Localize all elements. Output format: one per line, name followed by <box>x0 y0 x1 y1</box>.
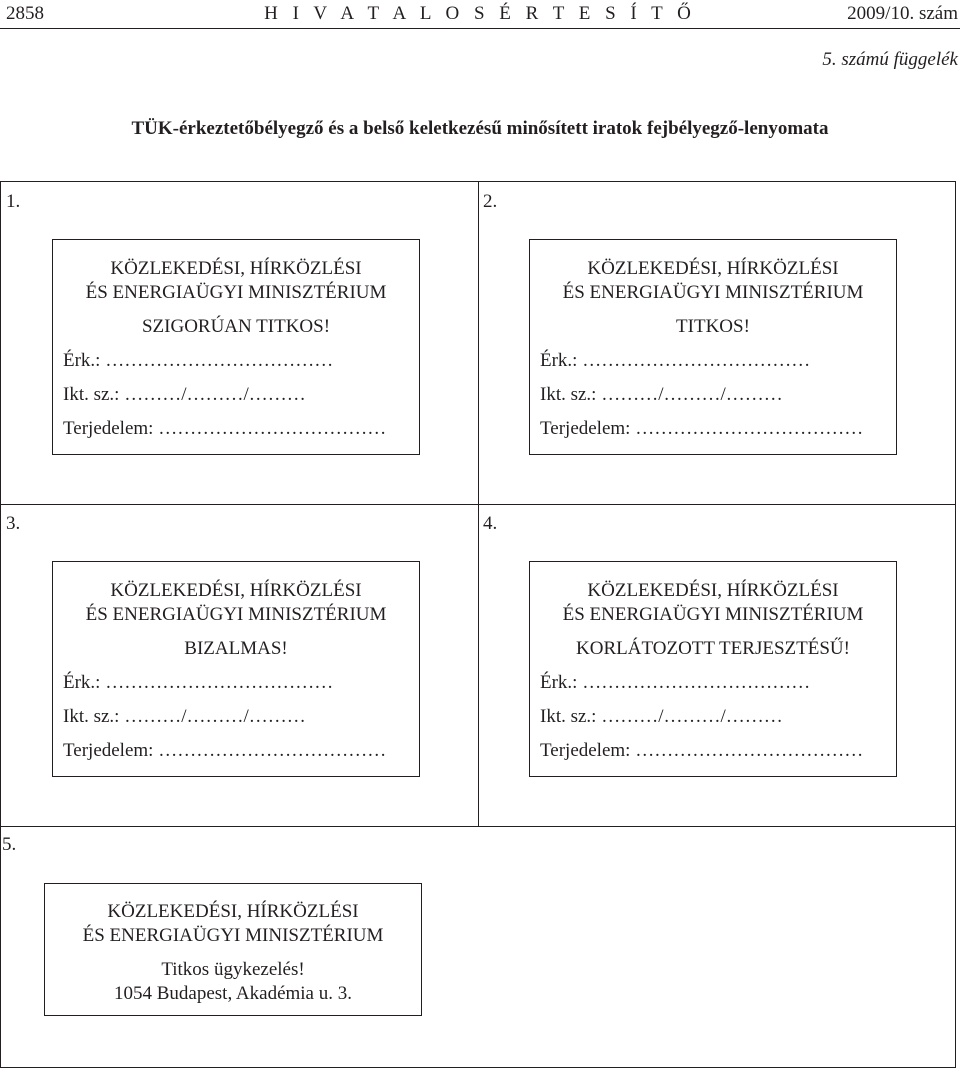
header-rule <box>0 28 960 29</box>
stamp-1-ministry-line-1: KÖZLEKEDÉSI, HÍRKÖZLÉSI <box>110 258 362 279</box>
stamp-5-secret-registry: Titkos ügykezelés! <box>161 959 305 980</box>
stamp-2 <box>529 239 897 455</box>
stamp-2-ministry-line-1: KÖZLEKEDÉSI, HÍRKÖZLÉSI <box>587 258 839 279</box>
publication-title: H I V A T A L O S É R T E S Í T Ő <box>264 3 696 24</box>
stamp-4-ikt-field: Ikt. sz.: ………/………/……… <box>540 706 783 727</box>
grid-divider-row-2 <box>1 826 955 827</box>
stamp-3-number: 3. <box>6 513 21 534</box>
stamp-1-number: 1. <box>6 191 21 212</box>
stamp-5-ministry-line-2: ÉS ENERGIAÜGYI MINISZTÉRIUM <box>82 925 384 946</box>
stamp-3-erk-field: Érk.: ……………………………… <box>63 672 334 693</box>
stamp-2-ikt-field: Ikt. sz.: ………/………/……… <box>540 384 783 405</box>
stamp-5-address: 1054 Budapest, Akadémia u. 3. <box>114 983 352 1004</box>
stamp-5-number: 5. <box>2 834 17 855</box>
stamp-1-ministry-line-2: ÉS ENERGIAÜGYI MINISZTÉRIUM <box>85 282 387 303</box>
stamp-4-ministry-line-2: ÉS ENERGIAÜGYI MINISZTÉRIUM <box>562 604 864 625</box>
page-number: 2858 <box>6 3 44 24</box>
stamp-4-terjedelem-field: Terjedelem: ……………………………… <box>540 740 864 761</box>
stamp-5-ministry-line-1: KÖZLEKEDÉSI, HÍRKÖZLÉSI <box>107 901 359 922</box>
page-header <box>0 0 960 28</box>
grid-divider-column <box>478 182 479 826</box>
stamp-3-ikt-field: Ikt. sz.: ………/………/……… <box>63 706 306 727</box>
stamp-3-classification: BIZALMAS! <box>184 638 288 659</box>
stamp-grid <box>0 181 956 1068</box>
stamp-5 <box>44 883 422 1016</box>
issue-number: 2009/10. szám <box>847 3 958 24</box>
stamp-4-number: 4. <box>483 513 498 534</box>
stamp-3-ministry-line-2: ÉS ENERGIAÜGYI MINISZTÉRIUM <box>85 604 387 625</box>
appendix-label: 5. számú függelék <box>822 49 958 70</box>
stamp-2-terjedelem-field: Terjedelem: ……………………………… <box>540 418 864 439</box>
stamp-4-erk-field: Érk.: ……………………………… <box>540 672 811 693</box>
stamp-3-ministry-line-1: KÖZLEKEDÉSI, HÍRKÖZLÉSI <box>110 580 362 601</box>
stamp-4-classification: KORLÁTOZOTT TERJESZTÉSŰ! <box>576 638 850 659</box>
stamp-2-ministry-line-2: ÉS ENERGIAÜGYI MINISZTÉRIUM <box>562 282 864 303</box>
stamp-2-classification: TITKOS! <box>676 316 750 337</box>
stamp-4-ministry-line-1: KÖZLEKEDÉSI, HÍRKÖZLÉSI <box>587 580 839 601</box>
stamp-1-ikt-field: Ikt. sz.: ………/………/……… <box>63 384 306 405</box>
stamp-3-terjedelem-field: Terjedelem: ……………………………… <box>63 740 387 761</box>
stamp-2-number: 2. <box>483 191 498 212</box>
stamp-1 <box>52 239 420 455</box>
stamp-3 <box>52 561 420 777</box>
document-title: TÜK-érkeztetőbélyegző és a belső keletkezésű minősített iratok fejbélyegző-lenyomata <box>131 118 829 139</box>
stamp-1-erk-field: Érk.: ……………………………… <box>63 350 334 371</box>
stamp-1-classification: SZIGORÚAN TITKOS! <box>141 316 331 337</box>
stamp-4 <box>529 561 897 777</box>
stamp-2-erk-field: Érk.: ……………………………… <box>540 350 811 371</box>
stamp-1-terjedelem-field: Terjedelem: ……………………………… <box>63 418 387 439</box>
